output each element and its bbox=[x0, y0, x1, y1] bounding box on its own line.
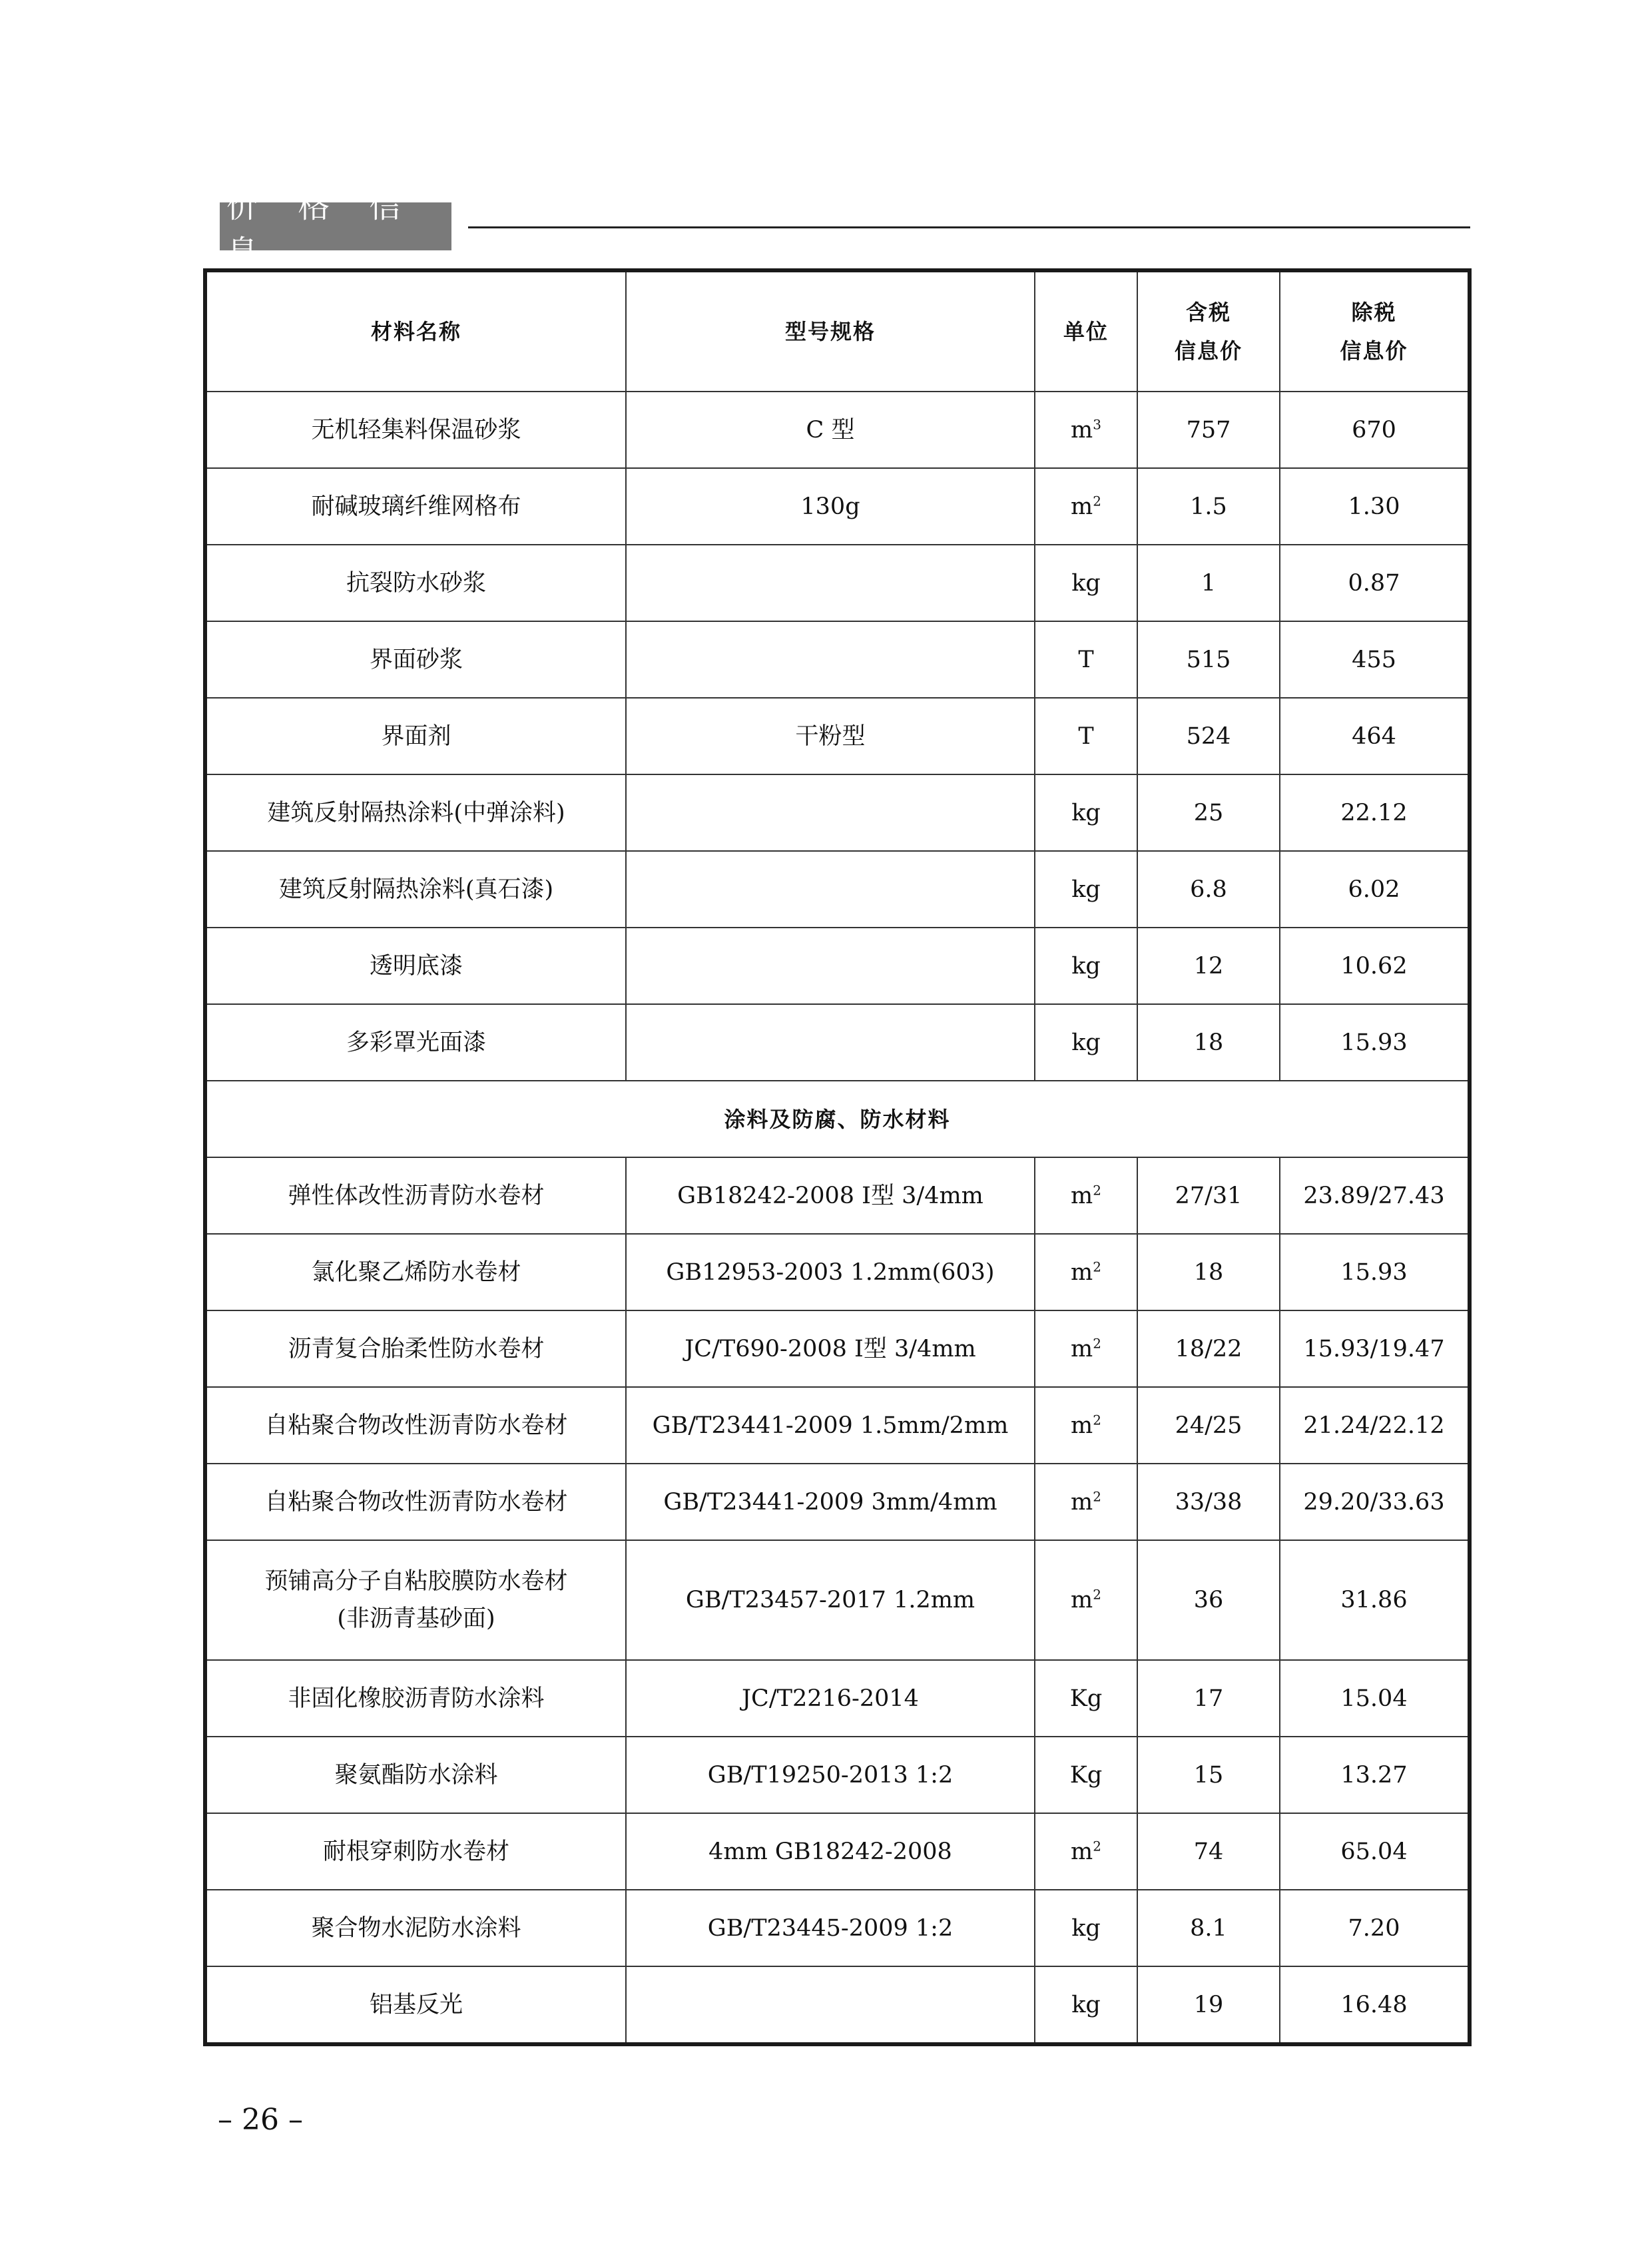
material-name: 自粘聚合物改性沥青防水卷材 bbox=[264, 1412, 568, 1439]
unit-base: m bbox=[1071, 1259, 1093, 1286]
spec-cell bbox=[626, 621, 1035, 698]
spec-cell bbox=[626, 545, 1035, 621]
col-header-tax-excluded-line2: 信息价 bbox=[1340, 338, 1408, 364]
unit-superscript: 2 bbox=[1093, 1488, 1101, 1504]
table-body bbox=[205, 392, 1470, 2044]
material-name-cell bbox=[205, 774, 626, 851]
material-name: 建筑反射隔热涂料(真石漆) bbox=[278, 876, 554, 903]
unit-cell bbox=[1035, 1540, 1137, 1660]
unit-cell bbox=[1035, 1737, 1137, 1813]
material-name-cell bbox=[205, 621, 626, 698]
tax-included-price-cell: 515 bbox=[1137, 621, 1280, 698]
table-row bbox=[205, 1540, 1470, 1660]
unit-base: Kg bbox=[1069, 1685, 1103, 1712]
tax-included-price-cell: 27/31 bbox=[1137, 1157, 1280, 1234]
col-header-spec: 型号规格 bbox=[626, 270, 1035, 392]
material-name-cell bbox=[205, 1966, 626, 2044]
spec-cell bbox=[626, 1966, 1035, 2044]
unit-base: kg bbox=[1071, 1991, 1101, 2018]
unit-base: kg bbox=[1071, 952, 1101, 980]
table-row bbox=[205, 545, 1470, 621]
spec-cell: GB/T19250-2013 1:2 bbox=[626, 1737, 1035, 1813]
material-name: 非固化橡胶沥青防水涂料 bbox=[288, 1685, 545, 1712]
material-name-cell bbox=[205, 1387, 626, 1464]
table-row bbox=[205, 1737, 1470, 1813]
table-row bbox=[205, 928, 1470, 1004]
col-header-tax-excluded bbox=[1280, 270, 1470, 392]
spec-cell bbox=[626, 928, 1035, 1004]
section-row bbox=[205, 1081, 1470, 1157]
spec-cell: 干粉型 bbox=[626, 698, 1035, 774]
unit-cell bbox=[1035, 1660, 1137, 1737]
material-name: 透明底漆 bbox=[369, 952, 463, 980]
unit-cell bbox=[1035, 1966, 1137, 2044]
unit-base: m bbox=[1071, 416, 1093, 443]
tax-included-price-cell: 33/38 bbox=[1137, 1464, 1280, 1540]
tax-excluded-price-cell: 15.93 bbox=[1280, 1004, 1470, 1081]
material-name: 界面砂浆 bbox=[369, 646, 463, 673]
table-row bbox=[205, 1004, 1470, 1081]
col-header-unit: 单位 bbox=[1035, 270, 1137, 392]
spec-cell bbox=[626, 851, 1035, 928]
unit-superscript: 3 bbox=[1093, 416, 1101, 432]
material-name: 聚合物水泥防水涂料 bbox=[311, 1914, 521, 1942]
section-title: 涂料及防腐、防水材料 bbox=[205, 1081, 1470, 1157]
material-name: 界面剂 bbox=[381, 722, 451, 750]
unit-base: m bbox=[1071, 1182, 1093, 1209]
material-name: 预铺高分子自粘胶膜防水卷材 bbox=[264, 1568, 568, 1595]
unit-cell bbox=[1035, 1004, 1137, 1081]
unit-cell bbox=[1035, 621, 1137, 698]
unit-base: m bbox=[1071, 1587, 1093, 1613]
unit-base: Kg bbox=[1069, 1761, 1103, 1789]
table-row bbox=[205, 621, 1470, 698]
tax-excluded-price-cell: 16.48 bbox=[1280, 1966, 1470, 2044]
tax-included-price-cell: 36 bbox=[1137, 1540, 1280, 1660]
col-header-tax-included-line1: 含税 bbox=[1185, 300, 1231, 325]
tax-excluded-price-cell: 23.89/27.43 bbox=[1280, 1157, 1470, 1234]
tax-included-price-cell: 6.8 bbox=[1137, 851, 1280, 928]
tax-included-price-cell: 25 bbox=[1137, 774, 1280, 851]
unit-base: m bbox=[1071, 493, 1093, 520]
tax-included-price-cell: 19 bbox=[1137, 1966, 1280, 2044]
table-row bbox=[205, 1464, 1470, 1540]
spec-cell: 4mm GB18242-2008 bbox=[626, 1813, 1035, 1890]
tax-excluded-price-cell: 670 bbox=[1280, 392, 1470, 468]
unit-superscript: 2 bbox=[1093, 1411, 1101, 1428]
unit-cell bbox=[1035, 392, 1137, 468]
table-row bbox=[205, 1157, 1470, 1234]
material-name-cell bbox=[205, 1890, 626, 1966]
tax-included-price-cell: 1.5 bbox=[1137, 468, 1280, 545]
unit-cell bbox=[1035, 1890, 1137, 1966]
unit-base: m bbox=[1071, 1412, 1093, 1439]
tax-included-price-cell: 757 bbox=[1137, 392, 1280, 468]
table-row bbox=[205, 1660, 1470, 1737]
material-name: 聚氨酯防水涂料 bbox=[334, 1761, 498, 1789]
tax-included-price-cell: 18 bbox=[1137, 1234, 1280, 1310]
spec-cell: GB/T23445-2009 1:2 bbox=[626, 1890, 1035, 1966]
col-header-tax-included bbox=[1137, 270, 1280, 392]
unit-superscript: 2 bbox=[1093, 1586, 1101, 1603]
material-name: 铝基反光 bbox=[369, 1991, 463, 2018]
table-row bbox=[205, 851, 1470, 928]
unit-base: kg bbox=[1071, 569, 1101, 597]
spec-cell: GB/T23457-2017 1.2mm bbox=[626, 1540, 1035, 1660]
unit-cell bbox=[1035, 468, 1137, 545]
tax-excluded-price-cell: 455 bbox=[1280, 621, 1470, 698]
material-name-cell bbox=[205, 1660, 626, 1737]
spec-cell: JC/T690-2008 Ⅰ型 3/4mm bbox=[626, 1310, 1035, 1387]
unit-cell bbox=[1035, 1464, 1137, 1540]
tax-excluded-price-cell: 6.02 bbox=[1280, 851, 1470, 928]
table-row bbox=[205, 1387, 1470, 1464]
material-name-cell bbox=[205, 1157, 626, 1234]
table-row bbox=[205, 468, 1470, 545]
spec-cell: 130g bbox=[626, 468, 1035, 545]
tax-excluded-price-cell: 10.62 bbox=[1280, 928, 1470, 1004]
tax-included-price-cell: 8.1 bbox=[1137, 1890, 1280, 1966]
unit-superscript: 2 bbox=[1093, 1334, 1101, 1351]
tax-excluded-price-cell: 464 bbox=[1280, 698, 1470, 774]
unit-superscript: 2 bbox=[1093, 1258, 1101, 1274]
unit-superscript: 2 bbox=[1093, 1181, 1101, 1198]
tax-included-price-cell: 17 bbox=[1137, 1660, 1280, 1737]
unit-cell bbox=[1035, 698, 1137, 774]
material-name-cell bbox=[205, 1737, 626, 1813]
tax-excluded-price-cell: 21.24/22.12 bbox=[1280, 1387, 1470, 1464]
tax-included-price-cell: 524 bbox=[1137, 698, 1280, 774]
material-name: 抗裂防水砂浆 bbox=[346, 569, 486, 597]
unit-base: T bbox=[1078, 722, 1094, 750]
material-name: 耐碱玻璃纤维网格布 bbox=[311, 493, 521, 520]
page-number: – 26 – bbox=[218, 2103, 303, 2137]
material-name-cell bbox=[205, 468, 626, 545]
tax-excluded-price-cell: 31.86 bbox=[1280, 1540, 1470, 1660]
tax-excluded-price-cell: 1.30 bbox=[1280, 468, 1470, 545]
col-header-tax-excluded-line1: 除税 bbox=[1351, 300, 1397, 325]
section-header-tag: 价 格 信 息 bbox=[220, 202, 451, 250]
table-header-row bbox=[205, 270, 1470, 392]
tax-excluded-price-cell: 13.27 bbox=[1280, 1737, 1470, 1813]
table-row bbox=[205, 392, 1470, 468]
unit-cell bbox=[1035, 1234, 1137, 1310]
spec-cell: C 型 bbox=[626, 392, 1035, 468]
col-header-tax-included-line2: 信息价 bbox=[1174, 338, 1242, 364]
table-row bbox=[205, 774, 1470, 851]
material-name-cell bbox=[205, 928, 626, 1004]
material-name: 弹性体改性沥青防水卷材 bbox=[288, 1182, 545, 1209]
tax-excluded-price-cell: 0.87 bbox=[1280, 545, 1470, 621]
spec-cell bbox=[626, 774, 1035, 851]
tax-included-price-cell: 15 bbox=[1137, 1737, 1280, 1813]
material-name-cell bbox=[205, 698, 626, 774]
tax-excluded-price-cell: 15.04 bbox=[1280, 1660, 1470, 1737]
tax-included-price-cell: 1 bbox=[1137, 545, 1280, 621]
table-row bbox=[205, 1234, 1470, 1310]
spec-cell: GB18242-2008 Ⅰ型 3/4mm bbox=[626, 1157, 1035, 1234]
material-name-cell bbox=[205, 1540, 626, 1660]
material-name-cell bbox=[205, 1464, 626, 1540]
col-header-name: 材料名称 bbox=[205, 270, 626, 392]
unit-cell bbox=[1035, 1157, 1137, 1234]
unit-base: m bbox=[1071, 1488, 1093, 1516]
spec-cell bbox=[626, 1004, 1035, 1081]
unit-superscript: 2 bbox=[1093, 1837, 1101, 1854]
spec-cell: GB/T23441-2009 1.5mm/2mm bbox=[626, 1387, 1035, 1464]
material-name: 耐根穿刺防水卷材 bbox=[322, 1838, 509, 1865]
material-name: 建筑反射隔热涂料(中弹涂料) bbox=[267, 799, 565, 826]
unit-cell bbox=[1035, 545, 1137, 621]
tax-excluded-price-cell: 15.93 bbox=[1280, 1234, 1470, 1310]
tax-excluded-price-cell: 15.93/19.47 bbox=[1280, 1310, 1470, 1387]
unit-base: m bbox=[1071, 1335, 1093, 1362]
material-name-cell bbox=[205, 392, 626, 468]
unit-cell bbox=[1035, 851, 1137, 928]
unit-base: kg bbox=[1071, 876, 1101, 903]
material-name-cell bbox=[205, 1234, 626, 1310]
unit-base: kg bbox=[1071, 1029, 1101, 1056]
material-name-cell bbox=[205, 1813, 626, 1890]
tax-excluded-price-cell: 7.20 bbox=[1280, 1890, 1470, 1966]
material-name: 自粘聚合物改性沥青防水卷材 bbox=[264, 1488, 568, 1516]
tax-excluded-price-cell: 22.12 bbox=[1280, 774, 1470, 851]
unit-cell bbox=[1035, 1310, 1137, 1387]
tax-excluded-price-cell: 29.20/33.63 bbox=[1280, 1464, 1470, 1540]
table-row bbox=[205, 1966, 1470, 2044]
tax-excluded-price-cell: 65.04 bbox=[1280, 1813, 1470, 1890]
material-name-cell bbox=[205, 1310, 626, 1387]
table-row bbox=[205, 698, 1470, 774]
material-name: 沥青复合胎柔性防水卷材 bbox=[288, 1335, 545, 1362]
unit-base: kg bbox=[1071, 799, 1101, 826]
table-row bbox=[205, 1890, 1470, 1966]
header-rule bbox=[468, 226, 1470, 228]
unit-cell bbox=[1035, 928, 1137, 1004]
material-name: 无机轻集料保温砂浆 bbox=[311, 416, 521, 443]
spec-cell: GB12953-2003 1.2mm(603) bbox=[626, 1234, 1035, 1310]
table-row bbox=[205, 1813, 1470, 1890]
table-row bbox=[205, 1310, 1470, 1387]
unit-cell bbox=[1035, 1387, 1137, 1464]
material-name: 氯化聚乙烯防水卷材 bbox=[311, 1259, 521, 1286]
material-name-cell bbox=[205, 545, 626, 621]
unit-superscript: 2 bbox=[1093, 492, 1101, 509]
tax-included-price-cell: 74 bbox=[1137, 1813, 1280, 1890]
tax-included-price-cell: 24/25 bbox=[1137, 1387, 1280, 1464]
material-name-cell bbox=[205, 1004, 626, 1081]
material-name-line2: (非沥青基砂面) bbox=[337, 1605, 495, 1632]
unit-base: kg bbox=[1071, 1914, 1101, 1942]
tax-included-price-cell: 18 bbox=[1137, 1004, 1280, 1081]
price-table bbox=[203, 268, 1472, 2046]
spec-cell: JC/T2216-2014 bbox=[626, 1660, 1035, 1737]
unit-base: T bbox=[1078, 646, 1094, 673]
tax-included-price-cell: 18/22 bbox=[1137, 1310, 1280, 1387]
unit-cell bbox=[1035, 774, 1137, 851]
material-name: 多彩罩光面漆 bbox=[346, 1029, 486, 1056]
unit-cell bbox=[1035, 1813, 1137, 1890]
unit-base: m bbox=[1071, 1838, 1093, 1865]
spec-cell: GB/T23441-2009 3mm/4mm bbox=[626, 1464, 1035, 1540]
tax-included-price-cell: 12 bbox=[1137, 928, 1280, 1004]
material-name-cell bbox=[205, 851, 626, 928]
